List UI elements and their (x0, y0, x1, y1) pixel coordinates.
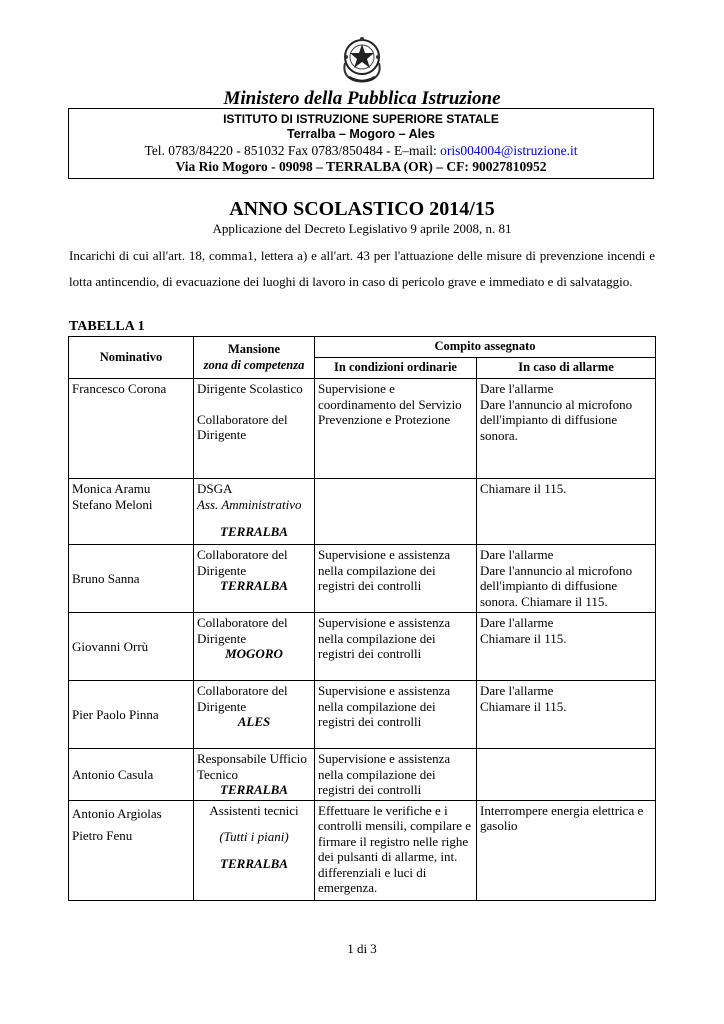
cell-ordinary: Supervisione e coordinamento del Servizio Prevenzione e Protezione (315, 379, 477, 479)
name-text: Pier Paolo Pinna (72, 706, 159, 722)
cell-ordinary: Supervisione e assistenza nella compilazione dei registri dei controlli (315, 613, 477, 681)
role-line: DSGA (197, 481, 233, 496)
site-label: ALES (237, 714, 271, 729)
site-label: TERRALBA (220, 524, 288, 539)
cell-role (194, 379, 315, 479)
intro-paragraph: Incarichi di cui all'art. 18, comma1, lettera a) e all'art. 43 per l'attuazione delle misure di prevenzione incendi e lotta antincendio, di evacuazione dei luoghi di lavoro in caso di pericolo grave e immediato e di salvataggio. (69, 248, 655, 289)
name-text: Antonio Casula (72, 766, 154, 782)
cell-name: Francesco Corona (69, 379, 194, 479)
table-row (69, 379, 656, 479)
site-label: MOGORO (225, 646, 283, 661)
header-allarme: In caso di allarme (477, 358, 656, 379)
site-label: TERRALBA (220, 578, 288, 593)
cell-alarm (477, 749, 656, 801)
site-label: TERRALBA (220, 782, 288, 797)
cell-ordinary: Supervisione e assistenza nella compilazione dei registri dei controlli (315, 681, 477, 749)
table-row (69, 800, 656, 900)
name-text: Bruno Sanna (72, 570, 140, 586)
cell-ordinary: Effettuare le verifiche e i controlli mensili, compilare e firmare il registro nelle righe dei pulsanti di allarme, int. differenziali e luci di emergenza. (315, 800, 477, 900)
institute-name: ISTITUTO DI ISTRUZIONE SUPERIORE STATALE (223, 112, 499, 126)
role-line: Collaboratore del Dirigente (197, 615, 288, 646)
header-zona-label: zona di competenza (203, 357, 305, 372)
cell-role (194, 681, 315, 749)
table-row (69, 681, 656, 749)
contacts-text: Tel. 0783/84220 - 851032 Fax 0783/850484 - E–mail: (144, 143, 441, 158)
institute-locations: Terralba – Mogoro – Ales (287, 127, 435, 141)
cell-role (194, 545, 315, 613)
name-text: Giovanni Orrù (72, 638, 149, 654)
cell-ordinary: Supervisione e assistenza nella compilazione dei registri dei controlli (315, 545, 477, 613)
assignments-table (68, 336, 656, 901)
ministry-title: Ministero della Pubblica Istruzione (223, 88, 501, 109)
cell-alarm: Dare l'allarme Dare l'annuncio al microfono dell'impianto di diffusione sonora. Chiamare il 115. (477, 545, 656, 613)
table-label: TABELLA 1 (69, 319, 145, 334)
role-line: (Tutti i piani) (219, 829, 289, 844)
institute-address: Via Rio Mogoro - 09098 – TERRALBA (OR) – CF: 90027810952 (175, 159, 547, 174)
role-line: Collaboratore del Dirigente (197, 411, 288, 442)
site-label: TERRALBA (220, 855, 288, 871)
role-line: Ass. Amministrativo (197, 496, 302, 512)
cell-name: Monica Aramu Stefano Meloni (69, 479, 194, 545)
cell-ordinary (315, 479, 477, 545)
table-row (69, 545, 656, 613)
cell-name (69, 681, 194, 749)
document-subtitle: Applicazione del Decreto Legislativo 9 aprile 2008, n. 81 (212, 221, 512, 236)
cell-role (194, 800, 315, 900)
cell-alarm: Interrompere energia elettrica e gasolio (477, 800, 656, 900)
cell-alarm: Chiamare il 115. (477, 479, 656, 545)
cell-name: Antonio Argiolas Pietro Fenu (69, 800, 194, 900)
header-mansione (194, 337, 315, 379)
institute-contacts (69, 142, 653, 159)
cell-name (69, 749, 194, 801)
cell-name (69, 545, 194, 613)
document-title: ANNO SCOLASTICO 2014/15 (229, 198, 495, 220)
table-row (69, 613, 656, 681)
republic-emblem-icon (339, 33, 385, 85)
cell-alarm: Dare l'allarme Chiamare il 115. (477, 613, 656, 681)
page-number: 1 di 3 (347, 941, 377, 956)
header-nominativo: Nominativo (69, 337, 194, 379)
cell-role (194, 479, 315, 545)
cell-role (194, 749, 315, 801)
role-line: Collaboratore del Dirigente (197, 547, 288, 578)
role-line: Collaboratore del Dirigente (197, 683, 288, 714)
cell-ordinary: Supervisione e assistenza nella compilazione dei registri dei controlli (315, 749, 477, 801)
role-line: Dirigente Scolastico (197, 381, 303, 396)
role-line: Assistenti tecnici (209, 802, 299, 818)
header-mansione-label: Mansione (227, 342, 281, 356)
institute-header-box (68, 108, 654, 179)
cell-role (194, 613, 315, 681)
role-line: Responsabile Ufficio Tecnico (197, 751, 307, 782)
cell-alarm: Dare l'allarme Dare l'annuncio al microfono dell'impianto di diffusione sonora. (477, 379, 656, 479)
table-row (69, 479, 656, 545)
header-compito: Compito assegnato (315, 337, 656, 358)
cell-name (69, 613, 194, 681)
email-link[interactable]: oris004004@istruzione.it (440, 143, 578, 158)
header-ordinarie: In condizioni ordinarie (315, 358, 477, 379)
table-row (69, 749, 656, 801)
cell-alarm: Dare l'allarme Chiamare il 115. (477, 681, 656, 749)
